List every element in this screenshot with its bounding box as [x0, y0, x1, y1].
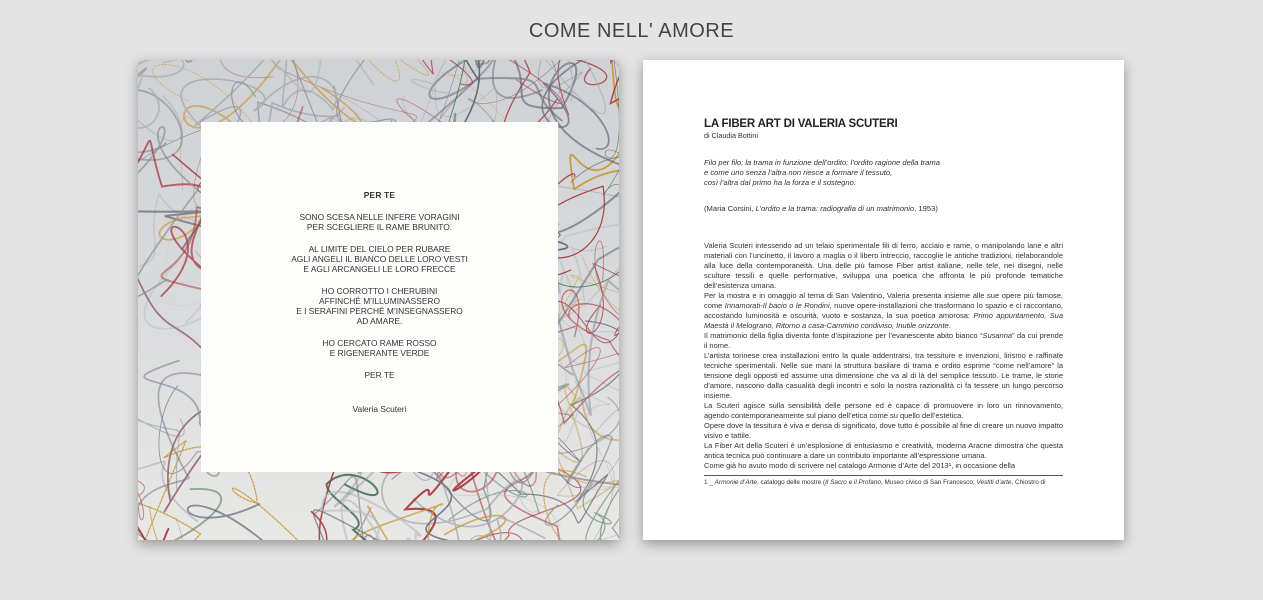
paragraph: L’artista torinese crea installazioni entro la quale addentrarsi, tra tessiture e invenzioni, lirismo e raffinate tecniche sperimentali. Nelle sue mani la struttura basilare di trama e ordito esprime “come nell’amore” la tensione degli opposti ed assume una dimensione che va al di là del semplice tessuto. Le trame, le storie d’amore, nascono dalla casualità degli incontri e solo la nostra razionalità ci fa tessere un lungo percorso insieme.: [704, 351, 1063, 400]
article-title: LA FIBER ART DI VALERIA SCUTERI: [704, 118, 898, 130]
poem-line: SONO SCESA NELLE INFERE VORAGINI: [299, 212, 460, 222]
poem-line: HO CORROTTO I CHERUBINI: [321, 286, 438, 296]
poem-stanza: [201, 338, 558, 358]
quote-line: così l’altra dal primo ha la forza e il sostegno.: [704, 178, 856, 187]
poem-line: AD AMARE.: [356, 316, 403, 326]
quote-line: e come uno senza l’altra non riesce a formare il tessuto,: [704, 168, 893, 177]
quote-line: Filo per filo; la trama in funzione dell’ordito; l’ordito ragione della trama: [704, 158, 940, 167]
poem-line: AL LIMITE DEL CIELO PER RUBARE: [308, 244, 451, 254]
poem-line: E RIGENERANTE VERDE: [329, 348, 430, 358]
article: [704, 118, 1063, 487]
left-page: [138, 60, 619, 540]
poem-title: PER TE: [363, 190, 396, 200]
footnote: 1 _ Armonie d’Arte, catalogo delle mostre (Il Sacro e il Profano, Museo civico di San Francesco; Vestiti d’arte, Chiostro di: [704, 479, 1046, 486]
epigraph-citation: (Maria Corsini, L’ordito e la trama: radiografia di un matrimonio, 1953): [704, 204, 938, 213]
poem-line: PER SCEGLIERE IL RAME BRUNITO.: [306, 222, 453, 232]
poem-author: Valeria Scuteri: [352, 404, 407, 414]
epigraph-quote: [704, 158, 1063, 188]
paragraph: Valeria Scuteri intessendo ad un telaio sperimentale fili di ferro, acciaio e rame, o manipolando lane e altri materiali con l’uncinetto, il lavoro a maglia o il libero intreccio, raccoglie le antiche tradizioni, rielaborandole alla luce della contemporaneità. Una delle più famose Fiber artist italiane, nelle tele, nei disegni, nelle sculture tessili e quelle performative, sviluppa una poetica che affronta le più profonde tematiche dell’esistenza umana.: [704, 241, 1063, 290]
poem-stanza: [201, 212, 558, 232]
article-author: di Claudia Bottini: [704, 131, 758, 140]
paragraph: Il matrimonio della figlia diventa fonte d’ispirazione per l’evanescente abito bianco “Susanna” da cui prende il nome.: [704, 331, 1063, 350]
paragraph: Per la mostra e in omaggio al tema di San Valentino, Valeria presenta insieme alle sue opere più famose, come Innamorati-Il bacio o le Rondini, nuove opere-installazioni che trasformano lo spazio e ci raccontano, accostando luminosità e oscurità, vuoto e sostanza, la sua poetica amorosa: Primo appuntamento, Sua Maestà il Melograno, Ritorno a casa-Cammino condiviso, Inutile orizzonte.: [704, 291, 1064, 330]
paragraph: La Scuteri agisce sulla sensibilità delle persone ed è capace di promuovere in loro un rinnovamento, agendo contemporaneamente sul piano dell’etica come su quello dell’estetica.: [704, 401, 1063, 420]
poem-stanza: [201, 286, 558, 326]
footnote-divider: [704, 475, 1063, 476]
paragraph: Come già ho avuto modo di scrivere nel catalogo Armonie d’Arte del 2013¹, in occasione della: [704, 461, 1016, 470]
page-title: COME NELL' AMORE: [528, 20, 735, 42]
right-page: [643, 60, 1124, 540]
poem-line: E I SERAFINI PERCHÉ M’INSEGNASSERO: [296, 306, 463, 316]
poem-line: E AGLI ARCANGELI LE LORO FRECCE: [303, 264, 456, 274]
poem-stanza: [201, 244, 558, 274]
paragraph: La Fiber Art della Scuteri è un’esplosione di entusiasmo e creatività, moderna Aracne dimostra che questa antica tecnica può continuare a dare un contributo importante all’espressione umana.: [704, 441, 1063, 460]
article-body: [704, 241, 1063, 471]
poem-line: AGLI ANGELI IL BIANCO DELLE LORO VESTI: [291, 254, 468, 264]
poem-line: AFFINCHÉ M’ILLUMINASSERO: [319, 296, 440, 306]
poem-refrain: PER TE: [364, 370, 395, 380]
poem-line: HO CERCATO RAME ROSSO: [322, 338, 437, 348]
paragraph: Opere dove la tessitura è viva e densa di significato, dove tutto è possibile al fine di creare un nuovo impatto visivo e tattile.: [704, 421, 1063, 440]
poem-card: [201, 122, 558, 472]
